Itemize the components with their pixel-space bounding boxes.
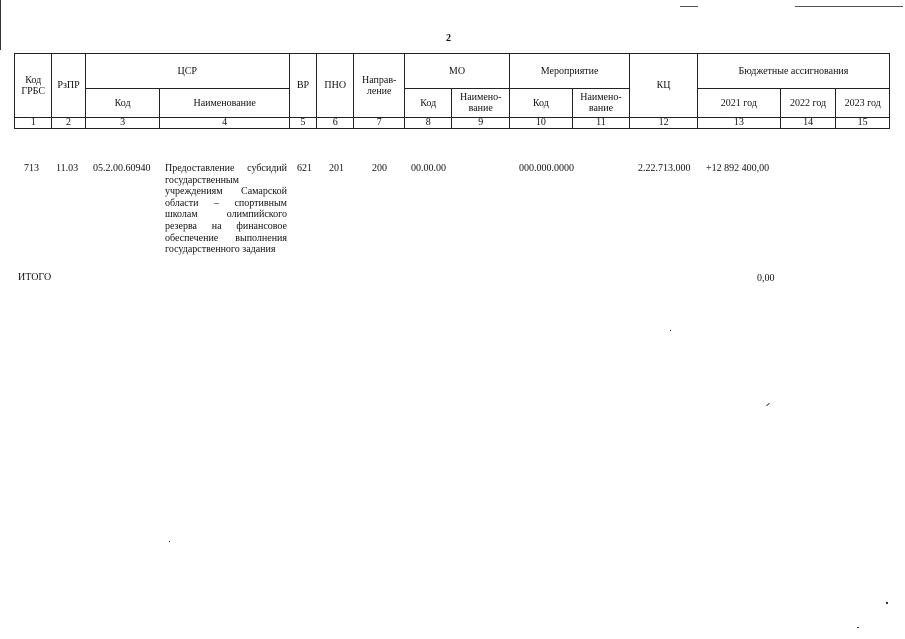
column-number: 3 xyxy=(85,118,160,129)
row-rzpr: 11.03 xyxy=(56,163,79,174)
header-csr-kod: Код xyxy=(85,89,160,118)
column-number: 5 xyxy=(289,118,316,129)
header-rule xyxy=(795,6,903,7)
header-year-2022: 2022 год xyxy=(780,89,836,118)
column-number: 7 xyxy=(354,118,405,129)
header-year-2021: 2021 год xyxy=(697,89,780,118)
scan-speck xyxy=(670,330,671,331)
header-kod-grbs: Код ГРБС xyxy=(15,54,52,118)
page-edge-line xyxy=(0,0,1,50)
header-vr: ВР xyxy=(289,54,316,118)
column-number: 1 xyxy=(15,118,52,129)
header-mo-kod: Код xyxy=(404,89,451,118)
column-number: 14 xyxy=(780,118,836,129)
row-mo-kod: 00.00.00 xyxy=(411,163,446,174)
header-napravlenie: Направ-ление xyxy=(354,54,405,118)
column-number: 6 xyxy=(317,118,354,129)
row-napravlenie: 200 xyxy=(372,163,387,174)
column-number: 4 xyxy=(160,118,289,129)
header-rzpr: РзПР xyxy=(52,54,85,118)
header-csr-name: Наименование xyxy=(160,89,289,118)
row-grbs: 713 xyxy=(24,163,39,174)
header-meropriyatie: Мероприятие xyxy=(510,54,630,89)
column-number: 15 xyxy=(836,118,890,129)
row-description: Предоставление субсидий государственным учреждениям Самарской области – спортивным школам олимпийского резерва на финансовое обеспечение выполнения государственного задания xyxy=(165,163,287,256)
header-budget: Бюджетные ассигнования xyxy=(697,54,889,89)
header-mo: МО xyxy=(404,54,509,89)
header-kc: КЦ xyxy=(630,54,698,118)
row-amount-2021: +12 892 400,00 xyxy=(706,163,770,174)
column-number: 13 xyxy=(697,118,780,129)
scan-speck xyxy=(857,627,859,628)
row-vr: 621 xyxy=(297,163,312,174)
column-number: 11 xyxy=(572,118,630,129)
header-year-2023: 2023 год xyxy=(836,89,890,118)
scan-speck xyxy=(886,602,888,604)
page-number: 2 xyxy=(446,33,451,44)
total-label: ИТОГО xyxy=(18,272,52,283)
header-pno: ПНО xyxy=(317,54,354,118)
column-number: 9 xyxy=(452,118,510,129)
header-csr: ЦСР xyxy=(85,54,289,89)
header-mer-kod: Код xyxy=(510,89,573,118)
budget-table-header xyxy=(14,53,890,129)
row-kc: 2.22.713.000 xyxy=(638,163,691,174)
scan-speck xyxy=(169,541,170,542)
column-number: 12 xyxy=(630,118,698,129)
row-csr-kod: 05.2.00.60940 xyxy=(93,163,151,174)
column-number: 2 xyxy=(52,118,85,129)
row-pno: 201 xyxy=(329,163,344,174)
column-number: 8 xyxy=(404,118,451,129)
scan-speck xyxy=(766,403,770,406)
header-mo-name: Наимено-вание xyxy=(452,89,510,118)
header-rule xyxy=(680,6,698,7)
header-mer-name: Наимено-вание xyxy=(572,89,630,118)
total-value: 0,00 xyxy=(757,273,775,284)
column-number: 10 xyxy=(510,118,573,129)
row-mer-kod: 000.000.0000 xyxy=(519,163,574,174)
